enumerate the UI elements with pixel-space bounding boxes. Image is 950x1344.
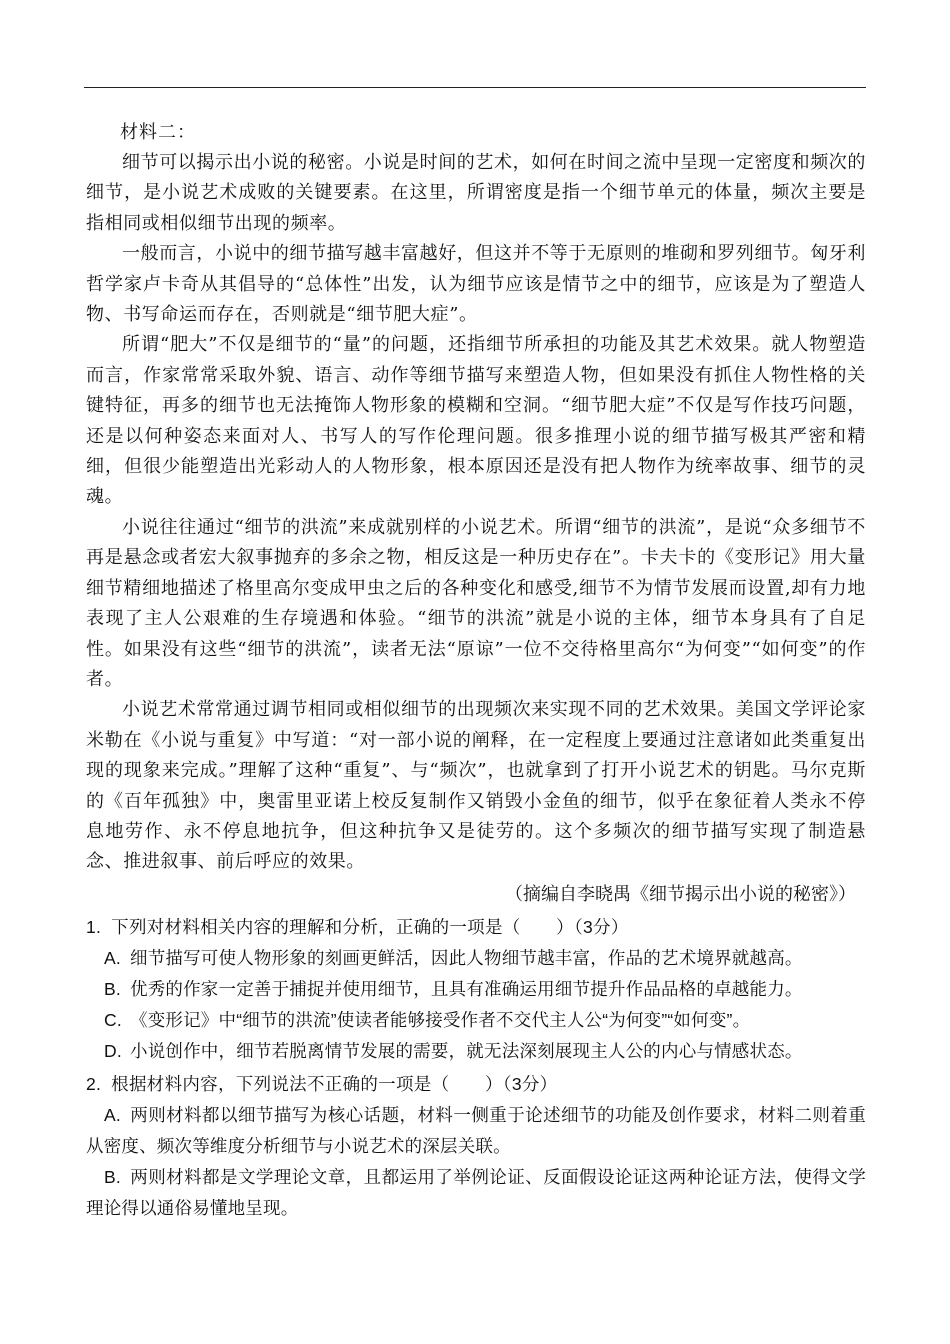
option-text: 优秀的作家一定善于捕捉并使用细节，且具有准确运用细节提升作品品格的卓越能力。 bbox=[130, 978, 803, 999]
question-number: 2. bbox=[86, 1073, 102, 1094]
option-letter: A. bbox=[104, 1104, 121, 1125]
material-paragraph-3: 所谓“肥大”不仅是细节的“量”的问题，还指细节所承担的功能及其艺术效果。就人物塑造而言，作家常常采取外貌、语言、动作等细节描写来塑造人物，但如果没有抓住人物性格的关键特征，再多的细节也无法掩饰人物形象的模糊和空洞。“细节肥大症”不仅是写作技巧问题，还是以何种姿态来面对人、书写人的写作伦理问题。很多推理小说的细节描写极其严密和精细，但很少能塑造出光彩动人的人物形象，根本原因还是没有把人物作为统率故事、细节的灵魂。 bbox=[86, 334, 866, 508]
option-text: 细节描写可使人物形象的刻画更鲜活，因此人物细节越丰富，作品的艺术境界就越高。 bbox=[130, 947, 803, 968]
question-stem: 下列对材料相关内容的理解和分析，正确的一项是（ ）（3分） bbox=[111, 916, 629, 937]
option-letter: C. bbox=[104, 1009, 122, 1030]
option-letter: A. bbox=[104, 947, 121, 968]
material-paragraph-2: 一般而言，小说中的细节描写越丰富越好，但这并不等于无原则的堆砌和罗列细节。匈牙利哲学家卢卡奇从其倡导的“总体性”出发，认为细节应该是情节之中的细节，应该是为了塑造人物、书写命运而存在，否则就是“细节肥大症”。 bbox=[86, 243, 866, 326]
question-2 bbox=[86, 1069, 866, 1100]
material-source: （摘编自李晓禺《细节揭示出小说的秘密》） bbox=[505, 883, 856, 905]
option-text: 两则材料都以细节描写为核心话题，材料一侧重于论述细节的功能及创作要求，材料二则着重从密度、频次等维度分析细节与小说艺术的深层关联。 bbox=[86, 1104, 866, 1156]
option-text: 两则材料都是文学理论文章，且都运用了举例论证、反面假设论证这两种论证方法，使得文学理论得以通俗易懂地呈现。 bbox=[86, 1166, 866, 1218]
question-number: 1. bbox=[86, 916, 102, 937]
question-1-option-d[interactable] bbox=[86, 1036, 866, 1067]
header-rule bbox=[84, 87, 866, 88]
option-text: 小说创作中，细节若脱离情节发展的需要，就无法深刻展现主人公的内心与情感状态。 bbox=[130, 1040, 803, 1061]
question-1-option-b[interactable] bbox=[86, 974, 866, 1005]
option-letter: D. bbox=[104, 1040, 122, 1061]
material-heading: 材料二： bbox=[120, 122, 196, 143]
option-text: 《变形记》中“细节的洪流”使读者能够接受作者不交代主人公“为何变”“如何变”。 bbox=[130, 1009, 751, 1030]
material-paragraph-4: 小说往往通过“细节的洪流”来成就别样的小说艺术。所谓“细节的洪流”，是说“众多细节不再是悬念或者宏大叙事抛弃的多余之物，相反这是一种历史存在”。卡夫卡的《变形记》用大量细节精细地描述了格里高尔变成甲虫之后的各种变化和感受,细节不为情节发展而设置,却有力地表现了主人公艰难的生存境遇和体验。“细节的洪流”就是小说的主体，细节本身具有了自足性。如果没有这些“细节的洪流”，读者无法“原谅”一位不交待格里高尔“为何变”“如何变”的作者。 bbox=[86, 516, 866, 690]
document-body bbox=[86, 118, 866, 1224]
question-2-option-a[interactable] bbox=[86, 1100, 866, 1162]
option-letter: B. bbox=[104, 978, 121, 999]
question-1-option-c[interactable] bbox=[86, 1005, 866, 1036]
question-stem: 根据材料内容，下列说法不正确的一项是（ ）（3分） bbox=[111, 1073, 558, 1094]
option-letter: B. bbox=[104, 1166, 121, 1187]
question-2-option-b[interactable] bbox=[86, 1162, 866, 1224]
material-paragraph-5: 小说艺术常常通过调节相同或相似细节的出现频次来实现不同的艺术效果。美国文学评论家米勒在《小说与重复》中写道：“对一部小说的阐释，在一定程度上要通过注意诸如此类重复出现的现象来完成。”理解了这种“重复”、与“频次”，也就拿到了打开小说艺术的钥匙。马尔克斯的《百年孤独》中，奥雷里亚诺上校反复制作又销毁小金鱼的细节，似乎在象征着人类永不停息地劳作、永不停息地抗争，但这种抗争又是徒劳的。这个多频次的细节描写实现了制造悬念、推进叙事、前后呼应的效果。 bbox=[86, 699, 866, 873]
question-1-option-a[interactable] bbox=[86, 943, 866, 974]
question-1 bbox=[86, 912, 866, 943]
material-paragraph-1: 细节可以揭示出小说的秘密。小说是时间的艺术，如何在时间之流中呈现一定密度和频次的细节，是小说艺术成败的关键要素。在这里，所谓密度是指一个细节单元的体量，频次主要是指相同或相似细节出现的频率。 bbox=[86, 152, 866, 234]
